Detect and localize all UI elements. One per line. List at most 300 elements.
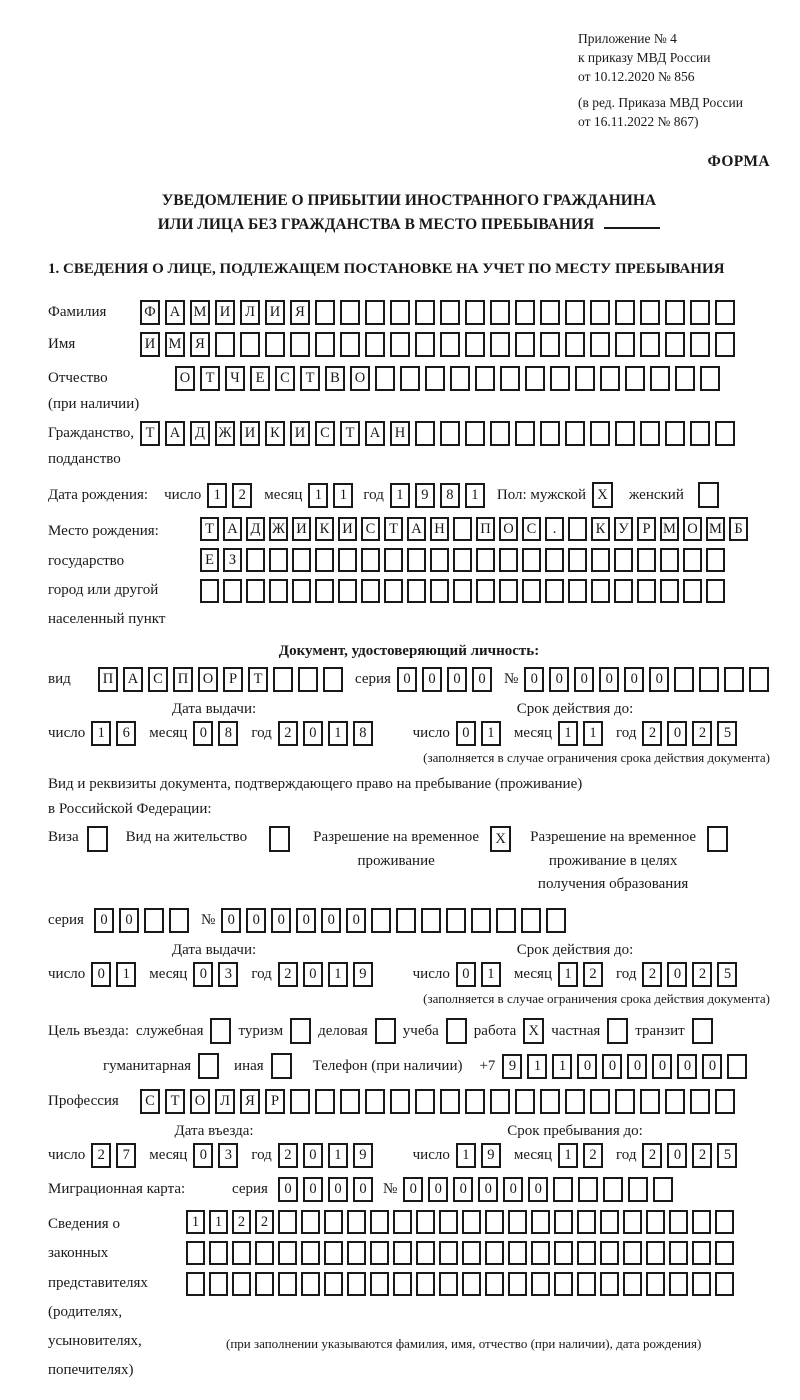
char-cell[interactable]: [646, 1241, 665, 1265]
char-cell[interactable]: [430, 579, 449, 603]
char-cell[interactable]: И: [290, 421, 310, 446]
char-cell[interactable]: [540, 332, 560, 357]
purpose-ucheba-checkbox[interactable]: [446, 1018, 467, 1044]
char-cell[interactable]: [223, 579, 242, 603]
char-cell[interactable]: [471, 908, 491, 933]
char-cell[interactable]: [690, 332, 710, 357]
char-cell[interactable]: [674, 667, 694, 692]
char-cell[interactable]: [637, 579, 656, 603]
char-cell[interactable]: 0: [624, 667, 644, 692]
char-cell[interactable]: [531, 1210, 550, 1234]
char-cell[interactable]: Т: [200, 366, 220, 391]
char-cell[interactable]: А: [123, 667, 143, 692]
char-cell[interactable]: Т: [140, 421, 160, 446]
char-cell[interactable]: [462, 1272, 481, 1296]
char-cell[interactable]: [490, 300, 510, 325]
char-cell[interactable]: Т: [300, 366, 320, 391]
char-cell[interactable]: [347, 1210, 366, 1234]
char-cell[interactable]: 0: [91, 962, 111, 987]
char-cell[interactable]: Б: [729, 517, 748, 541]
char-cell[interactable]: Я: [190, 332, 210, 357]
char-cell[interactable]: 1: [527, 1054, 547, 1079]
char-cell[interactable]: .: [545, 517, 564, 541]
char-cell[interactable]: [485, 1272, 504, 1296]
char-cell[interactable]: А: [165, 300, 185, 325]
char-cell[interactable]: [390, 1089, 410, 1114]
char-cell[interactable]: 9: [415, 483, 435, 508]
char-cell[interactable]: [653, 1177, 673, 1202]
char-cell[interactable]: [370, 1241, 389, 1265]
char-cell[interactable]: [590, 421, 610, 446]
char-cell[interactable]: 1: [333, 483, 353, 508]
char-cell[interactable]: 1: [207, 483, 227, 508]
char-cell[interactable]: 0: [456, 721, 476, 746]
char-cell[interactable]: [315, 579, 334, 603]
char-cell[interactable]: 1: [481, 962, 501, 987]
char-cell[interactable]: [646, 1272, 665, 1296]
char-cell[interactable]: 6: [116, 721, 136, 746]
char-cell[interactable]: [500, 366, 520, 391]
char-cell[interactable]: 9: [481, 1143, 501, 1168]
char-cell[interactable]: [290, 1089, 310, 1114]
char-cell[interactable]: 0: [577, 1054, 597, 1079]
char-cell[interactable]: [553, 1177, 573, 1202]
char-cell[interactable]: [669, 1210, 688, 1234]
char-cell[interactable]: [301, 1210, 320, 1234]
char-cell[interactable]: [515, 332, 535, 357]
char-cell[interactable]: [292, 548, 311, 572]
char-cell[interactable]: [215, 332, 235, 357]
char-cell[interactable]: [453, 517, 472, 541]
char-cell[interactable]: Т: [340, 421, 360, 446]
char-cell[interactable]: 1: [186, 1210, 205, 1234]
char-cell[interactable]: [393, 1210, 412, 1234]
char-cell[interactable]: [615, 300, 635, 325]
char-cell[interactable]: [715, 1241, 734, 1265]
char-cell[interactable]: 7: [116, 1143, 136, 1168]
char-cell[interactable]: [416, 1210, 435, 1234]
char-cell[interactable]: 2: [583, 962, 603, 987]
char-cell[interactable]: 8: [353, 721, 373, 746]
char-cell[interactable]: [550, 366, 570, 391]
char-cell[interactable]: [439, 1272, 458, 1296]
char-cell[interactable]: [683, 548, 702, 572]
char-cell[interactable]: [365, 300, 385, 325]
char-cell[interactable]: Р: [223, 667, 243, 692]
char-cell[interactable]: [370, 1272, 389, 1296]
char-cell[interactable]: 1: [209, 1210, 228, 1234]
char-cell[interactable]: [568, 517, 587, 541]
char-cell[interactable]: 1: [558, 1143, 578, 1168]
char-cell[interactable]: 0: [649, 667, 669, 692]
sex-male-checkbox[interactable]: X: [592, 482, 613, 508]
char-cell[interactable]: 0: [667, 962, 687, 987]
char-cell[interactable]: [522, 548, 541, 572]
char-cell[interactable]: К: [315, 517, 334, 541]
char-cell[interactable]: [600, 1210, 619, 1234]
char-cell[interactable]: [540, 1089, 560, 1114]
char-cell[interactable]: [290, 332, 310, 357]
char-cell[interactable]: 9: [502, 1054, 522, 1079]
char-cell[interactable]: [255, 1272, 274, 1296]
char-cell[interactable]: М: [165, 332, 185, 357]
char-cell[interactable]: [465, 1089, 485, 1114]
char-cell[interactable]: [540, 300, 560, 325]
char-cell[interactable]: О: [175, 366, 195, 391]
char-cell[interactable]: [439, 1210, 458, 1234]
char-cell[interactable]: А: [223, 517, 242, 541]
char-cell[interactable]: 2: [692, 962, 712, 987]
char-cell[interactable]: 0: [246, 908, 266, 933]
char-cell[interactable]: [669, 1272, 688, 1296]
char-cell[interactable]: [324, 1272, 343, 1296]
char-cell[interactable]: Е: [200, 548, 219, 572]
char-cell[interactable]: Р: [265, 1089, 285, 1114]
char-cell[interactable]: [450, 366, 470, 391]
char-cell[interactable]: [531, 1272, 550, 1296]
char-cell[interactable]: [565, 1089, 585, 1114]
char-cell[interactable]: [240, 332, 260, 357]
char-cell[interactable]: Ф: [140, 300, 160, 325]
char-cell[interactable]: [315, 300, 335, 325]
char-cell[interactable]: [690, 300, 710, 325]
char-cell[interactable]: А: [165, 421, 185, 446]
char-cell[interactable]: 2: [642, 1143, 662, 1168]
char-cell[interactable]: [625, 366, 645, 391]
char-cell[interactable]: [232, 1272, 251, 1296]
char-cell[interactable]: 1: [583, 721, 603, 746]
char-cell[interactable]: Л: [215, 1089, 235, 1114]
char-cell[interactable]: Т: [200, 517, 219, 541]
char-cell[interactable]: [724, 667, 744, 692]
char-cell[interactable]: И: [292, 517, 311, 541]
char-cell[interactable]: [660, 579, 679, 603]
char-cell[interactable]: А: [407, 517, 426, 541]
char-cell[interactable]: [660, 548, 679, 572]
char-cell[interactable]: [465, 332, 485, 357]
char-cell[interactable]: [508, 1210, 527, 1234]
char-cell[interactable]: 5: [717, 721, 737, 746]
char-cell[interactable]: [462, 1210, 481, 1234]
char-cell[interactable]: Т: [248, 667, 268, 692]
char-cell[interactable]: 0: [119, 908, 139, 933]
char-cell[interactable]: [715, 421, 735, 446]
char-cell[interactable]: И: [338, 517, 357, 541]
char-cell[interactable]: [476, 548, 495, 572]
char-cell[interactable]: Я: [240, 1089, 260, 1114]
purpose-sluzhebnaya-checkbox[interactable]: [210, 1018, 231, 1044]
char-cell[interactable]: С: [361, 517, 380, 541]
char-cell[interactable]: Е: [250, 366, 270, 391]
char-cell[interactable]: М: [660, 517, 679, 541]
char-cell[interactable]: [393, 1272, 412, 1296]
char-cell[interactable]: 0: [321, 908, 341, 933]
char-cell[interactable]: [568, 579, 587, 603]
char-cell[interactable]: И: [140, 332, 160, 357]
char-cell[interactable]: [439, 1241, 458, 1265]
char-cell[interactable]: [577, 1272, 596, 1296]
char-cell[interactable]: [545, 548, 564, 572]
char-cell[interactable]: [209, 1272, 228, 1296]
char-cell[interactable]: С: [522, 517, 541, 541]
char-cell[interactable]: И: [240, 421, 260, 446]
char-cell[interactable]: [453, 579, 472, 603]
char-cell[interactable]: К: [265, 421, 285, 446]
char-cell[interactable]: 0: [524, 667, 544, 692]
char-cell[interactable]: [490, 1089, 510, 1114]
char-cell[interactable]: [278, 1210, 297, 1234]
char-cell[interactable]: П: [173, 667, 193, 692]
char-cell[interactable]: [554, 1241, 573, 1265]
visa-checkbox[interactable]: [87, 826, 108, 852]
char-cell[interactable]: [640, 332, 660, 357]
char-cell[interactable]: [515, 1089, 535, 1114]
char-cell[interactable]: [565, 300, 585, 325]
char-cell[interactable]: 1: [552, 1054, 572, 1079]
char-cell[interactable]: [453, 548, 472, 572]
char-cell[interactable]: 3: [218, 962, 238, 987]
char-cell[interactable]: [324, 1210, 343, 1234]
char-cell[interactable]: [340, 332, 360, 357]
char-cell[interactable]: [575, 366, 595, 391]
char-cell[interactable]: [209, 1241, 228, 1265]
char-cell[interactable]: [525, 366, 545, 391]
char-cell[interactable]: 0: [667, 721, 687, 746]
char-cell[interactable]: Т: [165, 1089, 185, 1114]
char-cell[interactable]: 2: [232, 1210, 251, 1234]
char-cell[interactable]: 2: [642, 962, 662, 987]
char-cell[interactable]: 0: [403, 1177, 423, 1202]
char-cell[interactable]: [545, 579, 564, 603]
char-cell[interactable]: [246, 548, 265, 572]
char-cell[interactable]: 1: [328, 1143, 348, 1168]
char-cell[interactable]: 0: [278, 1177, 298, 1202]
char-cell[interactable]: З: [223, 548, 242, 572]
char-cell[interactable]: [396, 908, 416, 933]
char-cell[interactable]: [440, 421, 460, 446]
char-cell[interactable]: 9: [353, 962, 373, 987]
char-cell[interactable]: [715, 1272, 734, 1296]
char-cell[interactable]: Ж: [269, 517, 288, 541]
purpose-gumanitarnaya-checkbox[interactable]: [198, 1053, 219, 1079]
char-cell[interactable]: 1: [116, 962, 136, 987]
char-cell[interactable]: [499, 579, 518, 603]
char-cell[interactable]: [706, 579, 725, 603]
char-cell[interactable]: 0: [94, 908, 114, 933]
char-cell[interactable]: [462, 1241, 481, 1265]
char-cell[interactable]: [415, 300, 435, 325]
char-cell[interactable]: 5: [717, 1143, 737, 1168]
char-cell[interactable]: [614, 579, 633, 603]
char-cell[interactable]: [699, 667, 719, 692]
char-cell[interactable]: 9: [353, 1143, 373, 1168]
char-cell[interactable]: [390, 300, 410, 325]
char-cell[interactable]: [347, 1241, 366, 1265]
char-cell[interactable]: [400, 366, 420, 391]
char-cell[interactable]: 0: [296, 908, 316, 933]
char-cell[interactable]: [508, 1272, 527, 1296]
char-cell[interactable]: [706, 548, 725, 572]
char-cell[interactable]: [416, 1272, 435, 1296]
char-cell[interactable]: [390, 332, 410, 357]
char-cell[interactable]: [675, 366, 695, 391]
char-cell[interactable]: [623, 1210, 642, 1234]
char-cell[interactable]: 2: [278, 962, 298, 987]
vnzh-checkbox[interactable]: [269, 826, 290, 852]
char-cell[interactable]: 1: [91, 721, 111, 746]
char-cell[interactable]: 0: [472, 667, 492, 692]
char-cell[interactable]: 0: [397, 667, 417, 692]
char-cell[interactable]: [425, 366, 445, 391]
char-cell[interactable]: Н: [430, 517, 449, 541]
char-cell[interactable]: [640, 421, 660, 446]
char-cell[interactable]: [301, 1241, 320, 1265]
char-cell[interactable]: 0: [677, 1054, 697, 1079]
char-cell[interactable]: О: [499, 517, 518, 541]
char-cell[interactable]: 1: [456, 1143, 476, 1168]
char-cell[interactable]: [269, 579, 288, 603]
purpose-chastnaya-checkbox[interactable]: [607, 1018, 628, 1044]
char-cell[interactable]: [421, 908, 441, 933]
char-cell[interactable]: [144, 908, 164, 933]
char-cell[interactable]: [338, 548, 357, 572]
char-cell[interactable]: [554, 1272, 573, 1296]
char-cell[interactable]: [475, 366, 495, 391]
char-cell[interactable]: 0: [221, 908, 241, 933]
char-cell[interactable]: [600, 1241, 619, 1265]
purpose-inaya-checkbox[interactable]: [271, 1053, 292, 1079]
char-cell[interactable]: [440, 300, 460, 325]
char-cell[interactable]: [665, 1089, 685, 1114]
char-cell[interactable]: [499, 548, 518, 572]
char-cell[interactable]: [637, 548, 656, 572]
char-cell[interactable]: [278, 1241, 297, 1265]
char-cell[interactable]: [415, 1089, 435, 1114]
char-cell[interactable]: 1: [328, 721, 348, 746]
char-cell[interactable]: [298, 667, 318, 692]
char-cell[interactable]: [323, 667, 343, 692]
char-cell[interactable]: [603, 1177, 623, 1202]
char-cell[interactable]: [415, 332, 435, 357]
char-cell[interactable]: 0: [702, 1054, 722, 1079]
rvp-edu-checkbox[interactable]: [707, 826, 728, 852]
char-cell[interactable]: 0: [193, 1143, 213, 1168]
char-cell[interactable]: [568, 548, 587, 572]
char-cell[interactable]: Я: [290, 300, 310, 325]
rvp-checkbox[interactable]: X: [490, 826, 511, 852]
char-cell[interactable]: [665, 332, 685, 357]
char-cell[interactable]: Д: [190, 421, 210, 446]
char-cell[interactable]: [169, 908, 189, 933]
char-cell[interactable]: [465, 421, 485, 446]
char-cell[interactable]: 3: [218, 1143, 238, 1168]
char-cell[interactable]: 0: [303, 1177, 323, 1202]
char-cell[interactable]: О: [350, 366, 370, 391]
char-cell[interactable]: С: [148, 667, 168, 692]
char-cell[interactable]: [591, 548, 610, 572]
char-cell[interactable]: 1: [390, 483, 410, 508]
char-cell[interactable]: 0: [353, 1177, 373, 1202]
char-cell[interactable]: [515, 300, 535, 325]
purpose-turizm-checkbox[interactable]: [290, 1018, 311, 1044]
char-cell[interactable]: 8: [218, 721, 238, 746]
char-cell[interactable]: 0: [303, 962, 323, 987]
char-cell[interactable]: [578, 1177, 598, 1202]
char-cell[interactable]: [446, 908, 466, 933]
char-cell[interactable]: [338, 579, 357, 603]
char-cell[interactable]: 1: [558, 962, 578, 987]
char-cell[interactable]: [393, 1241, 412, 1265]
char-cell[interactable]: [340, 300, 360, 325]
char-cell[interactable]: Л: [240, 300, 260, 325]
char-cell[interactable]: [407, 548, 426, 572]
char-cell[interactable]: [665, 421, 685, 446]
char-cell[interactable]: [324, 1241, 343, 1265]
char-cell[interactable]: [476, 579, 495, 603]
purpose-delovaya-checkbox[interactable]: [375, 1018, 396, 1044]
char-cell[interactable]: [715, 1210, 734, 1234]
char-cell[interactable]: [485, 1241, 504, 1265]
char-cell[interactable]: [340, 1089, 360, 1114]
char-cell[interactable]: Ч: [225, 366, 245, 391]
sex-female-checkbox[interactable]: [698, 482, 719, 508]
char-cell[interactable]: [315, 332, 335, 357]
char-cell[interactable]: И: [265, 300, 285, 325]
char-cell[interactable]: 0: [478, 1177, 498, 1202]
char-cell[interactable]: С: [140, 1089, 160, 1114]
char-cell[interactable]: Р: [637, 517, 656, 541]
char-cell[interactable]: Н: [390, 421, 410, 446]
char-cell[interactable]: В: [325, 366, 345, 391]
char-cell[interactable]: М: [706, 517, 725, 541]
char-cell[interactable]: [727, 1054, 747, 1079]
char-cell[interactable]: [407, 579, 426, 603]
char-cell[interactable]: [186, 1241, 205, 1265]
char-cell[interactable]: [521, 908, 541, 933]
char-cell[interactable]: [440, 332, 460, 357]
char-cell[interactable]: [490, 421, 510, 446]
char-cell[interactable]: О: [683, 517, 702, 541]
char-cell[interactable]: [361, 579, 380, 603]
char-cell[interactable]: [292, 579, 311, 603]
char-cell[interactable]: [554, 1210, 573, 1234]
char-cell[interactable]: [715, 1089, 735, 1114]
char-cell[interactable]: [315, 548, 334, 572]
char-cell[interactable]: [690, 1089, 710, 1114]
char-cell[interactable]: [384, 579, 403, 603]
char-cell[interactable]: [690, 421, 710, 446]
char-cell[interactable]: [590, 300, 610, 325]
char-cell[interactable]: Ж: [215, 421, 235, 446]
char-cell[interactable]: О: [190, 1089, 210, 1114]
char-cell[interactable]: 2: [278, 1143, 298, 1168]
char-cell[interactable]: 5: [717, 962, 737, 987]
char-cell[interactable]: [640, 1089, 660, 1114]
char-cell[interactable]: [591, 579, 610, 603]
purpose-rabota-checkbox[interactable]: X: [523, 1018, 544, 1044]
purpose-tranzit-checkbox[interactable]: [692, 1018, 713, 1044]
char-cell[interactable]: [365, 1089, 385, 1114]
char-cell[interactable]: [485, 1210, 504, 1234]
char-cell[interactable]: [546, 908, 566, 933]
char-cell[interactable]: [692, 1210, 711, 1234]
char-cell[interactable]: [232, 1241, 251, 1265]
char-cell[interactable]: 0: [453, 1177, 473, 1202]
char-cell[interactable]: [370, 1210, 389, 1234]
char-cell[interactable]: 0: [271, 908, 291, 933]
char-cell[interactable]: [347, 1272, 366, 1296]
char-cell[interactable]: 1: [465, 483, 485, 508]
